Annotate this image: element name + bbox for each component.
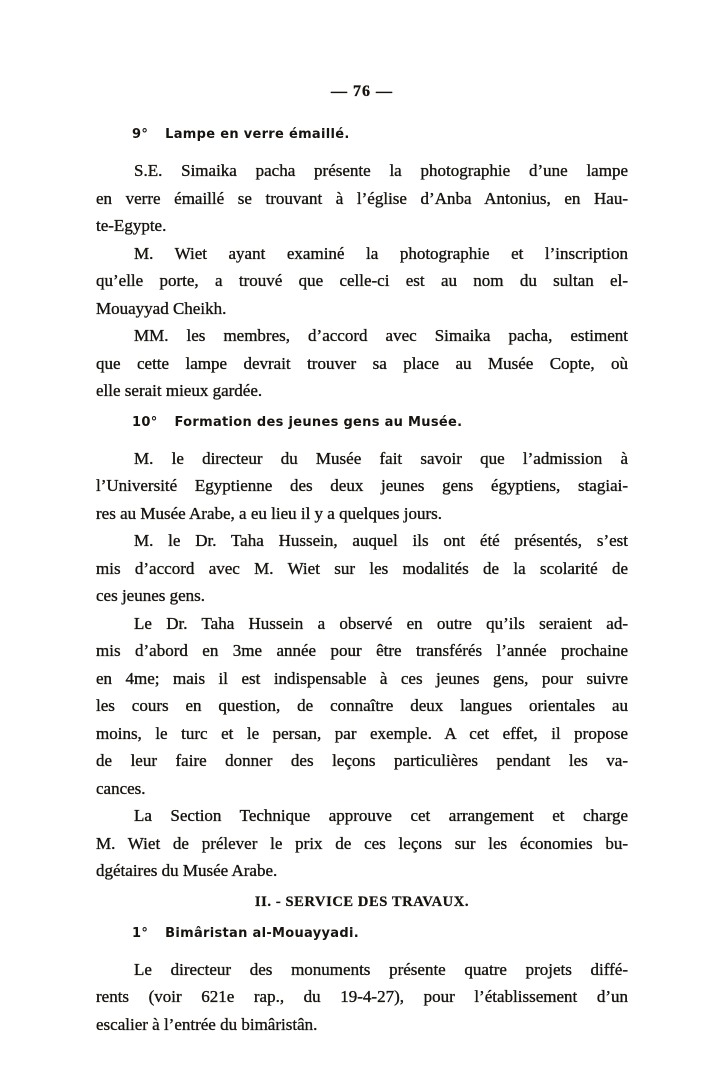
text-line: dgétaires du Musée Arabe.: [96, 861, 278, 880]
text-line: La Section Technique approuve cet arrangement et charge: [134, 806, 628, 825]
paragraph: [96, 527, 628, 610]
text-line: cances.: [96, 778, 146, 798]
paragraph: [96, 610, 628, 803]
paragraph: [96, 322, 628, 405]
subheading-item-10: [132, 414, 628, 431]
page-content: [96, 0, 628, 1038]
text-line: S.E. Simaika pacha présente la photographie d’une lampe: [134, 161, 628, 180]
text-line: mis d’abord en 3me année pour être transférés l’année prochaine: [96, 641, 628, 660]
text-line: que cette lampe devrait trouver sa place au Musée Copte, où: [96, 353, 628, 373]
text-line: l’Université Egyptienne des deux jeunes gens égyptiens, stagiai-: [96, 476, 628, 495]
paragraph: [96, 240, 628, 323]
text-line: en 4me; mais il est indispensable à ces jeunes gens, pour suivre: [96, 668, 628, 688]
subheading-title: Bimâristan al-Mouayyadi.: [165, 925, 359, 941]
text-line: mis d’accord avec M. Wiet sur les modalités de la scolarité de: [96, 558, 628, 578]
subheading-title: Formation des jeunes gens au Musée.: [174, 414, 463, 430]
text-line: rents (voir 621e rap., du 19-4-27), pour l’établissement d’un: [96, 987, 628, 1006]
paragraph: [96, 802, 628, 885]
text-line: Le Dr. Taha Hussein a observé en outre qu’ils seraient ad-: [134, 613, 628, 633]
page-number: — 76 —: [331, 83, 393, 100]
section-heading: II. - SERVICE DES TRAVAUX.: [254, 893, 470, 910]
text-line: M. le Dr. Taha Hussein, auquel ils ont été présentés, s’est: [134, 531, 628, 550]
text-line: res au Musée Arabe, a eu lieu il y a quelques jours.: [96, 503, 443, 523]
paragraph: [96, 157, 628, 240]
text-line: M. Wiet de prélever le prix de ces leçons sur les économies bu-: [96, 833, 628, 853]
text-line: MM. les membres, d’accord avec Simaika pacha, estiment: [134, 326, 628, 345]
text-line: M. le directeur du Musée fait savoir que l’admission à: [134, 448, 628, 468]
text-line: M. Wiet ayant examiné la photographie et l’inscription: [134, 243, 628, 263]
text-line: te-Egypte.: [96, 216, 167, 235]
text-line: Mouayyad Cheikh.: [96, 298, 227, 318]
subheading-title: Lampe en verre émaillé.: [165, 127, 350, 142]
paragraph: [96, 956, 628, 1039]
text-line: qu’elle porte, a trouvé que celle-ci est au nom du sultan el-: [96, 271, 628, 290]
subheading-number: 1°: [132, 925, 149, 941]
text-line: elle serait mieux gardée.: [96, 381, 263, 400]
text-line: moins, le turc et le persan, par exemple. A cet effet, il propose: [96, 723, 628, 743]
text-line: ces jeunes gens.: [96, 586, 206, 605]
subheading-item-1: [132, 925, 628, 942]
text-line: escalier à l’entrée du bimâristân.: [96, 1014, 318, 1034]
text-line: en verre émaillé se trouvant à l’église d’Anba Antonius, en Hau-: [96, 188, 628, 208]
text-line: de leur faire donner des leçons particulières pendant les va-: [96, 751, 628, 770]
subheading-number: 9°: [132, 127, 149, 142]
subheading-item-9: [132, 126, 628, 143]
paragraph: [96, 445, 628, 528]
text-line: Le directeur des monuments présente quatre projets diffé-: [134, 959, 628, 979]
text-line: les cours en question, de connaître deux langues orientales au: [96, 696, 628, 715]
subheading-number: 10°: [132, 414, 158, 430]
